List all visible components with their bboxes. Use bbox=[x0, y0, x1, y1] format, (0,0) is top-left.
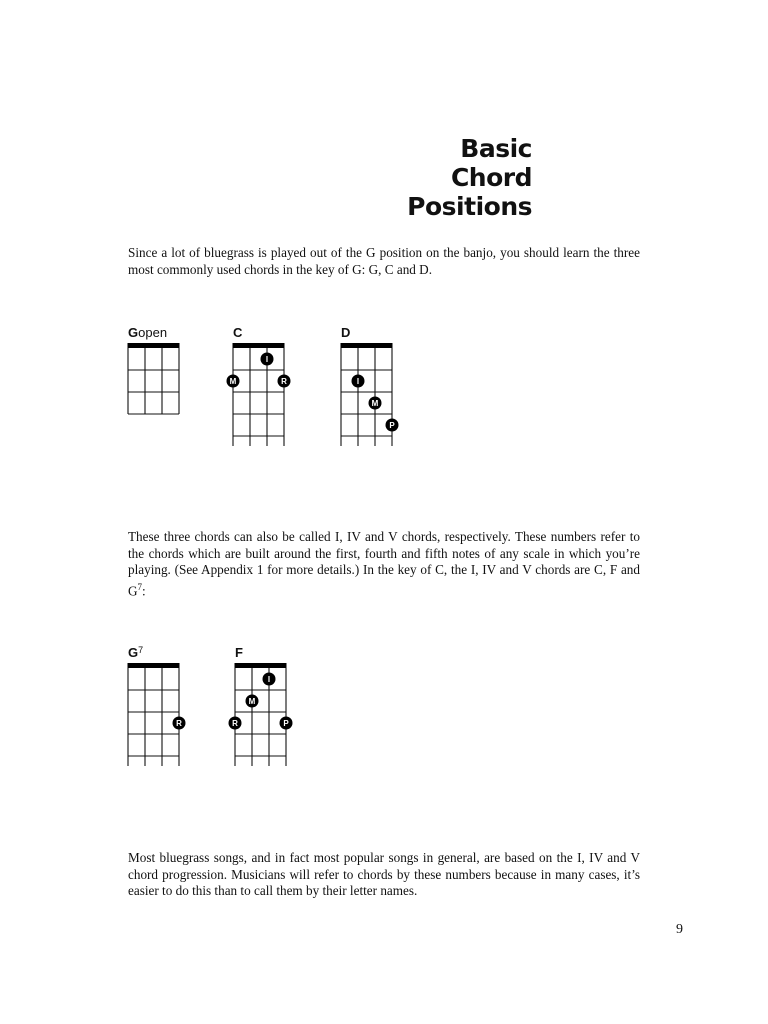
svg-text:R: R bbox=[232, 719, 238, 728]
nut bbox=[341, 343, 393, 348]
finger-dot-R bbox=[278, 375, 291, 388]
finger-dot-I bbox=[261, 353, 274, 366]
chord-diagram bbox=[225, 343, 292, 450]
finger-dot-M bbox=[227, 375, 240, 388]
title-line-2: Chord bbox=[450, 163, 532, 192]
finger-dot-M bbox=[246, 695, 259, 708]
svg-text:M: M bbox=[229, 377, 237, 386]
page-number: 9 bbox=[676, 922, 683, 937]
finger-dot-P bbox=[280, 717, 293, 730]
chord-g7 bbox=[128, 645, 187, 774]
chord-d bbox=[341, 325, 400, 454]
chord-diagram bbox=[120, 343, 187, 418]
nut bbox=[128, 343, 180, 348]
svg-text:R: R bbox=[176, 719, 182, 728]
nut bbox=[235, 663, 287, 668]
chord-name: $G^7$ bbox=[128, 645, 144, 660]
outro-paragraph: Most bluegrass songs, and in fact most popular songs in general, are based on the I, IV and V chord progression. Musicians will refer to chords by these numbers because in many cases, it’s easier to do this than to call them by their letter names. bbox=[128, 850, 640, 898]
svg-text:P: P bbox=[283, 719, 289, 728]
nut bbox=[128, 663, 180, 668]
intro-paragraph: Since a lot of bluegrass is played out of the G position on the banjo, you should learn the three most commonly used chords in the key of G: G, C and D. bbox=[128, 245, 640, 277]
nut bbox=[233, 343, 285, 348]
chord-c bbox=[229, 325, 292, 454]
finger-dot-I bbox=[263, 673, 276, 686]
chord-diagram bbox=[227, 663, 294, 770]
chord-name: D bbox=[341, 325, 351, 340]
title-line-3: Positions bbox=[407, 192, 532, 221]
chord-g-open bbox=[128, 325, 187, 422]
svg-text:P: P bbox=[389, 421, 395, 430]
svg-text:R: R bbox=[281, 377, 287, 386]
svg-text:M: M bbox=[248, 697, 256, 706]
chord-name: Gopen bbox=[128, 325, 168, 340]
svg-text:I: I bbox=[356, 377, 360, 386]
finger-dot-M bbox=[369, 397, 382, 410]
svg-text:I: I bbox=[267, 675, 271, 684]
chord-f bbox=[232, 645, 294, 774]
chord-name: C bbox=[233, 325, 243, 340]
finger-dot-I bbox=[352, 375, 365, 388]
title-line-1: Basic bbox=[460, 134, 532, 163]
chord-diagram bbox=[120, 663, 187, 770]
page-title bbox=[407, 134, 532, 221]
finger-dot-R bbox=[173, 717, 186, 730]
chord-diagram bbox=[333, 343, 400, 450]
finger-dot-R bbox=[229, 717, 242, 730]
chord-name: F bbox=[235, 645, 243, 660]
svg-text:M: M bbox=[371, 399, 379, 408]
middle-paragraph: These three chords can also be called I, IV and V chords, respectively. These numbers refer to the chords which are built around the first, fourth and fifth notes of any scale in which you’re playing. (See Appendix 1 for more details.) In the key of C, the I, IV and V chords are C, F and $G^7$: bbox=[128, 529, 640, 598]
svg-text:I: I bbox=[265, 355, 269, 364]
finger-dot-P bbox=[386, 419, 399, 432]
